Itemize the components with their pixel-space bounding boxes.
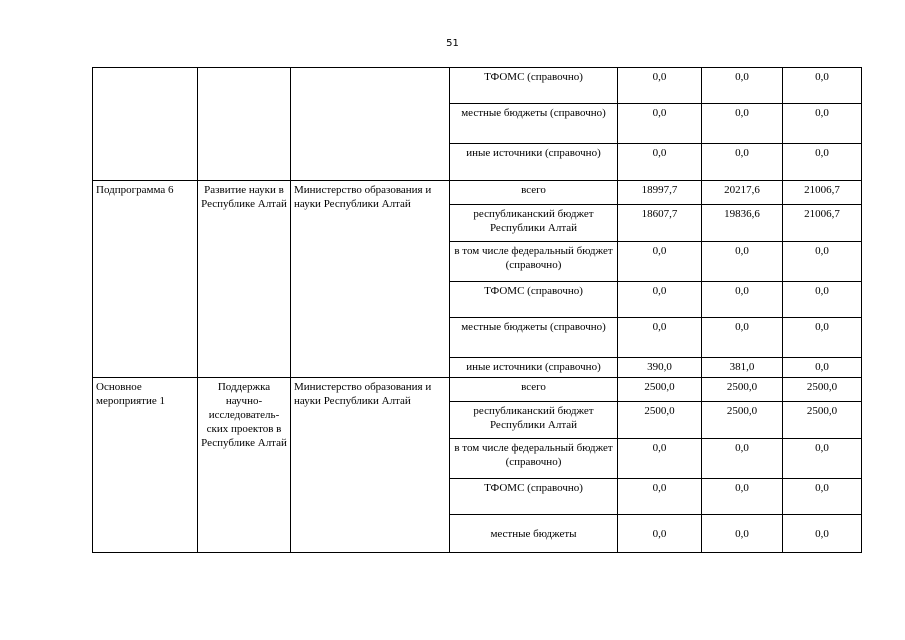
value-cell-year3: 0,0 <box>783 144 862 181</box>
value-cell-year3: 0,0 <box>783 68 862 104</box>
source-cell: местные бюджеты (справочно) <box>450 104 618 144</box>
value-cell-year2: 19836,6 <box>702 205 783 242</box>
value-cell-year2: 0,0 <box>702 144 783 181</box>
value-cell-year3: 21006,7 <box>783 181 862 205</box>
source-cell: иные источники (справочно) <box>450 358 618 378</box>
source-cell: ТФОМС (справочно) <box>450 282 618 318</box>
source-cell: ТФОМС (справочно) <box>450 479 618 515</box>
value-cell-year3: 0,0 <box>783 104 862 144</box>
source-cell: ТФОМС (справочно) <box>450 68 618 104</box>
value-cell-year1: 0,0 <box>618 318 702 358</box>
value-cell-year3: 0,0 <box>783 242 862 282</box>
source-cell: в том числе федеральный бюджет (справочно) <box>450 242 618 282</box>
value-cell-year1: 2500,0 <box>618 378 702 402</box>
table-row <box>93 181 862 205</box>
value-cell-year2: 2500,0 <box>702 378 783 402</box>
value-cell-year1: 0,0 <box>618 68 702 104</box>
value-cell-year2: 381,0 <box>702 358 783 378</box>
value-cell-year1: 18997,7 <box>618 181 702 205</box>
program-name-cell: Развитие науки в Республике Алтай <box>198 181 291 378</box>
value-cell-year1: 0,0 <box>618 104 702 144</box>
value-cell-year1: 0,0 <box>618 242 702 282</box>
value-cell-year2: 0,0 <box>702 515 783 553</box>
value-cell-year1: 390,0 <box>618 358 702 378</box>
source-cell: местные бюджеты (справочно) <box>450 318 618 358</box>
value-cell-year3: 0,0 <box>783 358 862 378</box>
value-cell-year1: 18607,7 <box>618 205 702 242</box>
value-cell-year3: 0,0 <box>783 318 862 358</box>
value-cell-year1: 0,0 <box>618 439 702 479</box>
page-number: 51 <box>446 38 459 49</box>
program-name-cell: Поддержка научно-исследователь-ских проектов в Республике Алтай <box>198 378 291 553</box>
executor-cell: Министерство образования и науки Республики Алтай <box>291 181 450 378</box>
value-cell-year2: 0,0 <box>702 318 783 358</box>
value-cell-year2: 0,0 <box>702 282 783 318</box>
executor-cell: Министерство образования и науки Республики Алтай <box>291 378 450 553</box>
value-cell-year1: 0,0 <box>618 282 702 318</box>
source-cell: иные источники (справочно) <box>450 144 618 181</box>
value-cell-year1: 2500,0 <box>618 402 702 439</box>
source-cell: местные бюджеты <box>450 515 618 553</box>
value-cell-year2: 20217,6 <box>702 181 783 205</box>
value-cell-year2: 0,0 <box>702 104 783 144</box>
value-cell-year1: 0,0 <box>618 515 702 553</box>
budget-table <box>92 67 862 553</box>
value-cell-year3: 2500,0 <box>783 378 862 402</box>
value-cell-year2: 0,0 <box>702 479 783 515</box>
value-cell-year2: 0,0 <box>702 68 783 104</box>
program-cell: Основное мероприятие 1 <box>93 378 198 553</box>
program-cell <box>93 68 198 181</box>
table-row <box>93 68 862 104</box>
value-cell-year1: 0,0 <box>618 144 702 181</box>
executor-cell <box>291 68 450 181</box>
value-cell-year3: 2500,0 <box>783 402 862 439</box>
program-name-cell <box>198 68 291 181</box>
value-cell-year1: 0,0 <box>618 479 702 515</box>
value-cell-year3: 0,0 <box>783 439 862 479</box>
program-cell: Подпрограмма 6 <box>93 181 198 378</box>
source-cell: республиканский бюджет Республики Алтай <box>450 205 618 242</box>
value-cell-year3: 0,0 <box>783 479 862 515</box>
source-cell: в том числе федеральный бюджет (справочно) <box>450 439 618 479</box>
value-cell-year3: 0,0 <box>783 282 862 318</box>
value-cell-year3: 21006,7 <box>783 205 862 242</box>
table-row <box>93 378 862 402</box>
value-cell-year2: 0,0 <box>702 439 783 479</box>
source-cell: всего <box>450 378 618 402</box>
value-cell-year2: 0,0 <box>702 242 783 282</box>
value-cell-year3: 0,0 <box>783 515 862 553</box>
value-cell-year2: 2500,0 <box>702 402 783 439</box>
source-cell: республиканский бюджет Республики Алтай <box>450 402 618 439</box>
source-cell: всего <box>450 181 618 205</box>
